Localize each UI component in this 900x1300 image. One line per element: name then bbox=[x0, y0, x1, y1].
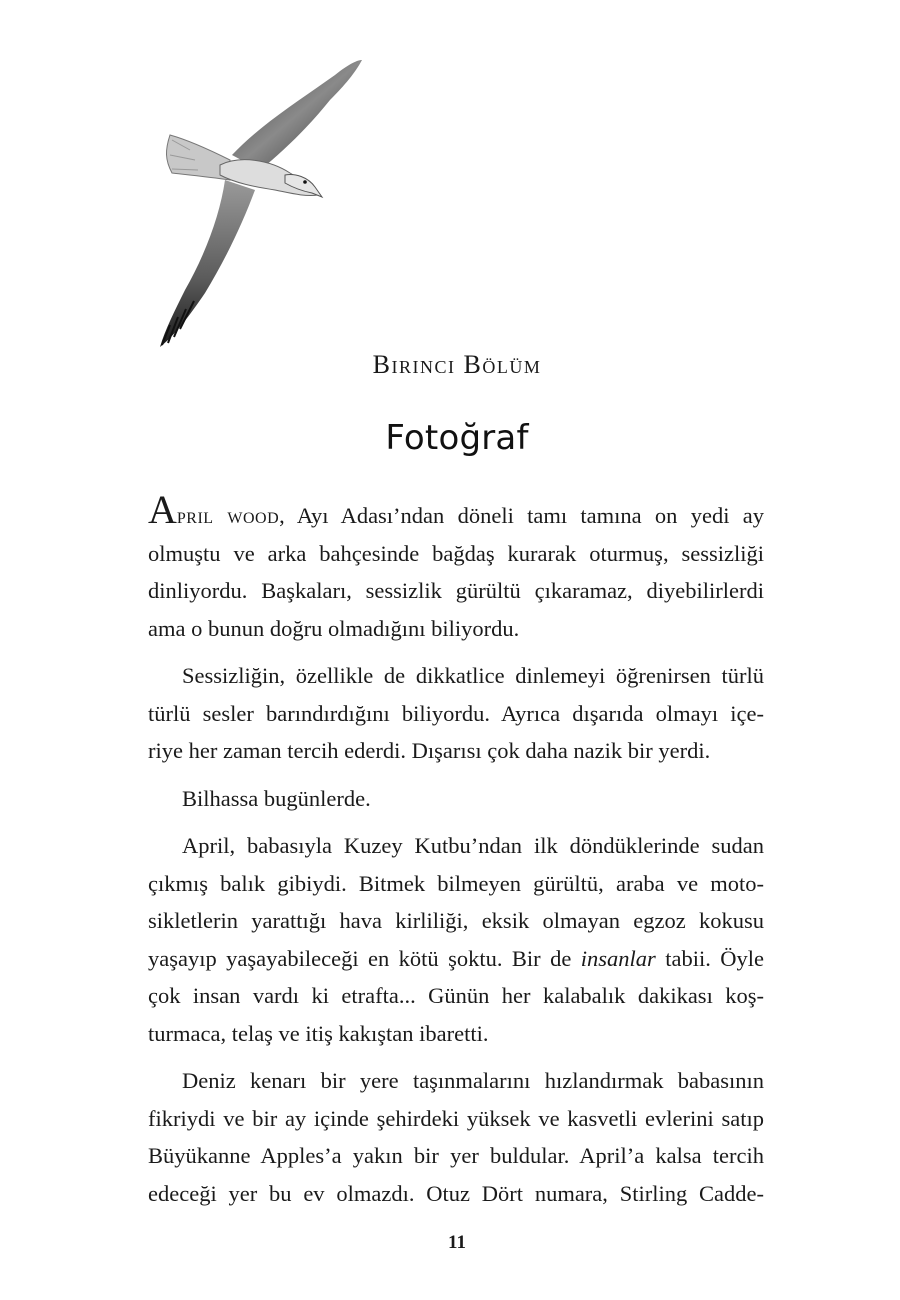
text-line: türlü sesler barındırdığını biliyordu. Ayrıca dışarıda olmayı içe- bbox=[148, 700, 764, 726]
text-line: çok insan vardı ki etrafta... Günün her kalabalık dakikası koş- bbox=[148, 983, 764, 1008]
text-line: turmaca, telaş ve itiş kakıştan ibaretti. bbox=[148, 1020, 489, 1046]
text-line: Deniz kenarı bir yere taşınmalarını hızlandırmak babasının bbox=[182, 1068, 764, 1093]
paragraph-4 bbox=[148, 827, 764, 1052]
text-line: yaşayıp yaşayabileceği en kötü şoktu. Bir de insanlar tabii. Öyle bbox=[148, 945, 764, 971]
body-text bbox=[148, 487, 765, 1212]
text-line: sikletlerin yarattığı hava kirliliği, eksik olmayan egzoz kokusu bbox=[148, 908, 764, 933]
text-line: riye her zaman tercih ederdi. Dışarısı çok daha nazik bir yerdi. bbox=[148, 738, 711, 763]
text-line: April, babasıyla Kuzey Kutbu’ndan ilk döndüklerinde sudan bbox=[182, 833, 764, 858]
text-line: dinliyordu. Başkaları, sessizlik gürültü çıkaramaz, diyebilirlerdi bbox=[148, 578, 764, 603]
chapter-label: Birinci Bölüm bbox=[372, 350, 542, 379]
paragraph-5 bbox=[148, 1062, 764, 1212]
paragraph-1 bbox=[148, 487, 765, 647]
chapter-title: Fotoğraf bbox=[385, 418, 529, 458]
text-line: fikriydi ve bir ay içinde şehirdeki yüksek ve kasvetli evlerini satıp bbox=[148, 1105, 764, 1131]
text-line: April wood, Ayı Adası’ndan döneli tamı tamına on yedi ay bbox=[148, 487, 765, 532]
italic-emphasis: insanlar bbox=[580, 945, 656, 971]
text-line: Bilhassa bugünlerde. bbox=[182, 785, 371, 811]
text-line: olmuştu ve arka bahçesinde bağdaş kurarak oturmuş, sessizliği bbox=[148, 540, 764, 566]
text-line: çıkmış balık gibiydi. Bitmek bilmeyen gürültü, araba ve moto- bbox=[148, 870, 764, 896]
small-caps-name: pril wood bbox=[176, 503, 280, 528]
seagull-illustration bbox=[150, 55, 370, 355]
text-line: ama o bunun doğru olmadığını biliyordu. bbox=[148, 615, 520, 641]
page-number: 11 bbox=[448, 1232, 466, 1253]
paragraph-3 bbox=[148, 780, 764, 818]
text-line: Sessizliğin, özellikle de dikkatlice dinlemeyi öğrenirsen türlü bbox=[182, 663, 764, 688]
drop-cap: A bbox=[148, 487, 177, 532]
text-line: Büyükanne Apples’a yakın bir yer buldular. April’a kalsa tercih bbox=[148, 1143, 764, 1168]
paragraph-2 bbox=[148, 657, 764, 770]
text-line: edeceği yer bu ev olmazdı. Otuz Dört numara, Stirling Cadde- bbox=[148, 1180, 764, 1206]
